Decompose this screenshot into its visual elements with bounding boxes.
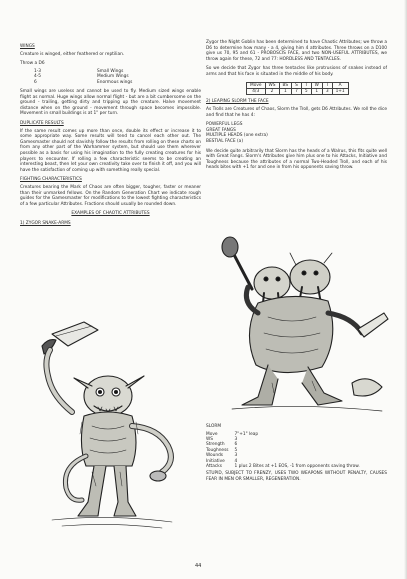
stat-header: T (301, 82, 311, 88)
stat-value: 7 (292, 88, 302, 94)
mutation-list (206, 122, 387, 144)
stat-header: S (292, 82, 302, 88)
left-column (20, 40, 201, 228)
list-item: GREAT FANGS (206, 127, 236, 133)
zygor-paragraph-2: So we decide that Zygor has three tentacles like protrusions of snakes instead of arms and that his face is situated in the middle of his body. (206, 66, 387, 77)
zygor-illustration (22, 316, 194, 538)
stat-value: 2 (265, 88, 279, 94)
table-row (247, 88, 349, 94)
list-item: BESTIAL FACE (a) (206, 138, 243, 144)
slorm-stat-block (206, 424, 387, 487)
stat-header: W (311, 82, 322, 88)
wings-roll: 1-3 (34, 68, 42, 74)
examples-heading: EXAMPLES OF CHAOTIC ATTRIBUTES (71, 211, 150, 217)
slorm-notes: STUPID, SUBJECT TO FRENZY, USES TWO WEAPONS WITHOUT PENALTY, CAUSES FEAR IN MEN OR SMALLER, REGENERATION. (206, 471, 387, 483)
right-column (206, 40, 387, 175)
wings-result: Medium Wings (97, 74, 129, 80)
slorm-name: SLORM (206, 424, 222, 429)
slorm-paragraph-2: We decide quite arbitrarily that Slorm has the heads of a Walrus, this fits quite well with Great Fangs. Slorm's Attributes give him plus one to his Attacks, Initiative and Toughness because the attributes of a normal Two-Headed Troll, and each of his heads bites with +1 for and one in from his opponents saving throw. (206, 148, 387, 171)
throw-text: Throw a D6 (20, 61, 45, 67)
stat-label: Toughness (206, 447, 229, 453)
slorm-stats-table (206, 432, 366, 470)
stat-value: 1+1 (332, 88, 348, 94)
stat-header: WS (265, 82, 279, 88)
stat-value: 1 (279, 88, 292, 94)
stat-value: 1 (311, 88, 322, 94)
stat-label: Strength (206, 442, 225, 448)
stat-header: A (332, 82, 348, 88)
example1-heading: 1) ZYGOR SNAKE-ARMS (20, 220, 71, 226)
wings-result: Small Wings (97, 68, 124, 74)
stat-value: 4 (234, 458, 238, 464)
stat-label: WS (206, 437, 213, 442)
stat-value: 3 (234, 437, 238, 442)
stat-value: 5 (234, 447, 238, 453)
wings-heading: WINGS (20, 44, 35, 49)
wings-roll: 4-5 (34, 74, 42, 80)
stat-header: Move (247, 82, 266, 88)
stat-label: Move (206, 431, 218, 437)
stat-label: Wounds (206, 453, 224, 459)
duplicate-paragraph: If the same result comes up more than once, double its effect or increase it to some appropriate way. Some results will tend to cancel each other out. The Gamesmaster should not slavishly follow the results from rolling on these charts on from any other part of the Warhammer system, but should use them wherever possible as a basis for using his imagination to the fully creating creatures for his players to encounter. If rolling a few characteristic seems to be creating an interesting beast, then let your own creativity take over to finish it off, and you will have the satisfaction of coming up with something really special. (20, 128, 201, 173)
example2-heading: 2) LEAPING SLORM THE FACE (206, 99, 269, 105)
wings-result: Enormous wings (97, 79, 133, 85)
stat-value: 6 (234, 442, 238, 448)
duplicate-heading: DUPLICATE RESULTS (20, 120, 64, 126)
stat-value: 3 (322, 88, 332, 94)
zygor-paragraph: Zygor the Night Goblin has been determined to have Chaotic Attributes; we throw a D6 to determine how many - a 4, giving him 4 attributes. Three throws on a D100 give us 70, 95 and 61 - PROBOSCIS FACE, and two NON-USEFUL ATTRIBUTES, we throw again for these, 72 and 77: HORDLESS AND TENTACLES. (206, 40, 387, 62)
list-item: MULTIPLE HEADS (one extra) (206, 133, 268, 139)
stat-value: 3 (234, 453, 238, 459)
table-row (206, 464, 366, 469)
fighting-heading: FIGHTING CHARACTERISTICS (20, 177, 82, 183)
slorm-paragraph: As Trolls are Creatures of Chaos, Slorm the Troll, gets D6 Attributes. We roll the dice and find that he has 4: (206, 106, 387, 118)
wings-roll: 6 (34, 79, 37, 85)
wings-text: Creature is winged, either feathered or reptilian. (20, 51, 125, 57)
list-item: POWERFUL LEGS (206, 122, 243, 128)
table-row (34, 80, 138, 85)
page-number: 44 (195, 563, 202, 569)
stat-value: 1 plus 2 Bites at +1 EOS, -1 from opponents saving throw. (234, 464, 360, 470)
zygor-stats-table (246, 82, 349, 96)
wings-table (34, 69, 138, 85)
wings-paragraph: Small wings are useless and cannot be used to fly. Medium sized wings enable flight as normal. Huge wings allow normal flight - but are a bit cumbersome on the ground - trailing, getting dirty and tripping up the creature. Halve movement distance when on the ground - movement through space becomes impossible. Movement in small buildings is at 1" per turn. (20, 89, 201, 117)
stat-label: Initiative (206, 458, 225, 464)
fighting-paragraph: Creatures bearing the Mark of Chaos are often bigger, tougher, faster or meaner than their unmarked fellows. On the Random Generation Chart we indicate rough guides for the Gamesmaster for modifications to the lowest fighting characteristics of a few particular Attributes. Fractions should usually be rounded down. (20, 184, 201, 207)
stat-value: 7"+1" leap (234, 431, 259, 437)
stat-value: 5 (301, 88, 311, 94)
stat-header: BS (279, 82, 292, 88)
slorm-illustration (212, 233, 392, 416)
stat-value: 4/3 (247, 88, 266, 94)
stat-header: I (322, 82, 332, 88)
stat-label: Attacks (206, 464, 222, 470)
